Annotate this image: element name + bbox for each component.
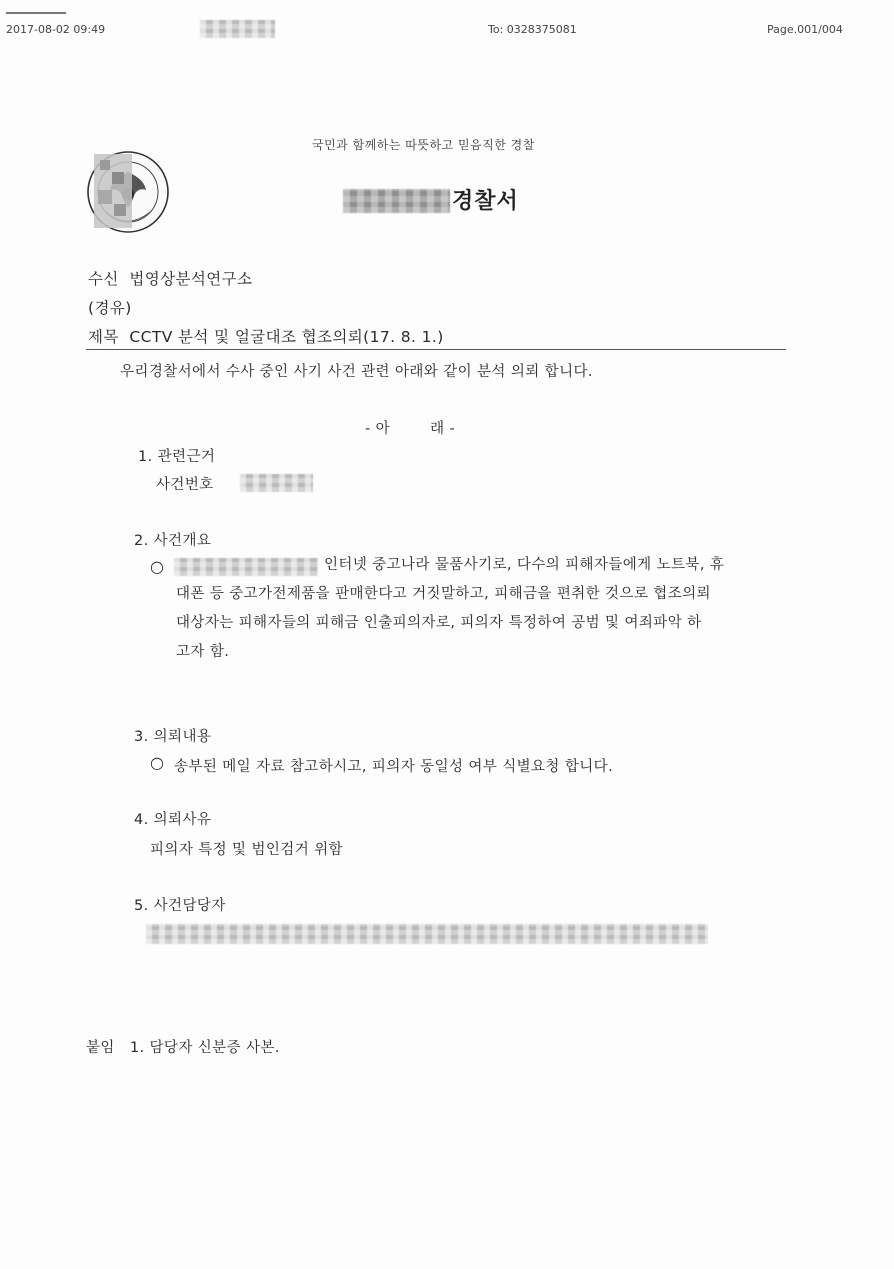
redacted-case-number <box>240 474 313 492</box>
redacted-officer-contact <box>146 924 708 944</box>
section-4-heading: 4. 의뢰사유 <box>134 812 212 828</box>
fax-page-number: Page.001/004 <box>767 23 843 36</box>
below-heading: - 아 래 - <box>365 421 456 437</box>
receiver-row <box>88 267 252 289</box>
summary-line-2: 대폰 등 중고가전제품을 판매한다고 거짓말하고, 피해금을 편취한 것으로 협조의뢰 <box>176 586 711 602</box>
summary-line-1: 인터넷 중고나라 물품사기로, 다수의 피해자들에게 노트북, 휴 <box>324 557 725 573</box>
header-divider <box>86 349 786 350</box>
attachment-label: 붙임 <box>86 1040 115 1056</box>
bullet-icon: ○ <box>150 557 165 576</box>
section-5-heading: 5. 사건담당자 <box>134 898 226 914</box>
redacted-suspect-info <box>174 558 318 576</box>
attachment-text: 1. 담당자 신분증 사본. <box>129 1040 280 1056</box>
redacted-sender <box>200 20 275 38</box>
summary-line-3: 대상자는 피해자들의 피해금 인출피의자로, 피의자 특정하여 공범 및 여죄파악 하 <box>176 615 702 631</box>
section-1-heading: 1. 관련근거 <box>138 449 216 465</box>
document-title: 경찰서 <box>452 189 519 214</box>
redacted-station-name <box>343 189 450 213</box>
attachment-row <box>86 1036 280 1057</box>
summary-line-4: 고자 함. <box>176 644 230 660</box>
request-content: 송부된 메일 자료 참고하시고, 피의자 동일성 여부 식별요청 합니다. <box>174 759 614 775</box>
via-row: (경유) <box>88 299 132 317</box>
intro-text: 우리경찰서에서 수사 중인 사기 사건 관련 아래와 같이 분석 의뢰 합니다. <box>120 364 593 380</box>
subject-row <box>88 325 444 347</box>
subject-value: CCTV 분석 및 얼굴대조 협조의뢰(17. 8. 1.) <box>129 328 444 346</box>
subject-label: 제목 <box>88 328 119 346</box>
fax-timestamp: 2017-08-02 09:49 <box>6 23 106 36</box>
fax-header-mark <box>6 12 66 14</box>
section-2-heading: 2. 사건개요 <box>134 533 212 549</box>
receiver-value: 법영상분석연구소 <box>129 270 253 288</box>
fax-recipient: To: 0328375081 <box>488 23 577 36</box>
section-3-heading: 3. 의뢰내용 <box>134 729 212 745</box>
police-seal-icon <box>86 150 170 234</box>
case-number-label: 사건번호 <box>156 477 214 493</box>
request-reason: 피의자 특정 및 범인검거 위함 <box>150 842 343 858</box>
receiver-label: 수신 <box>88 270 119 288</box>
slogan: 국민과 함께하는 따뜻하고 믿음직한 경찰 <box>312 138 535 152</box>
bullet-icon: ○ <box>150 753 165 772</box>
